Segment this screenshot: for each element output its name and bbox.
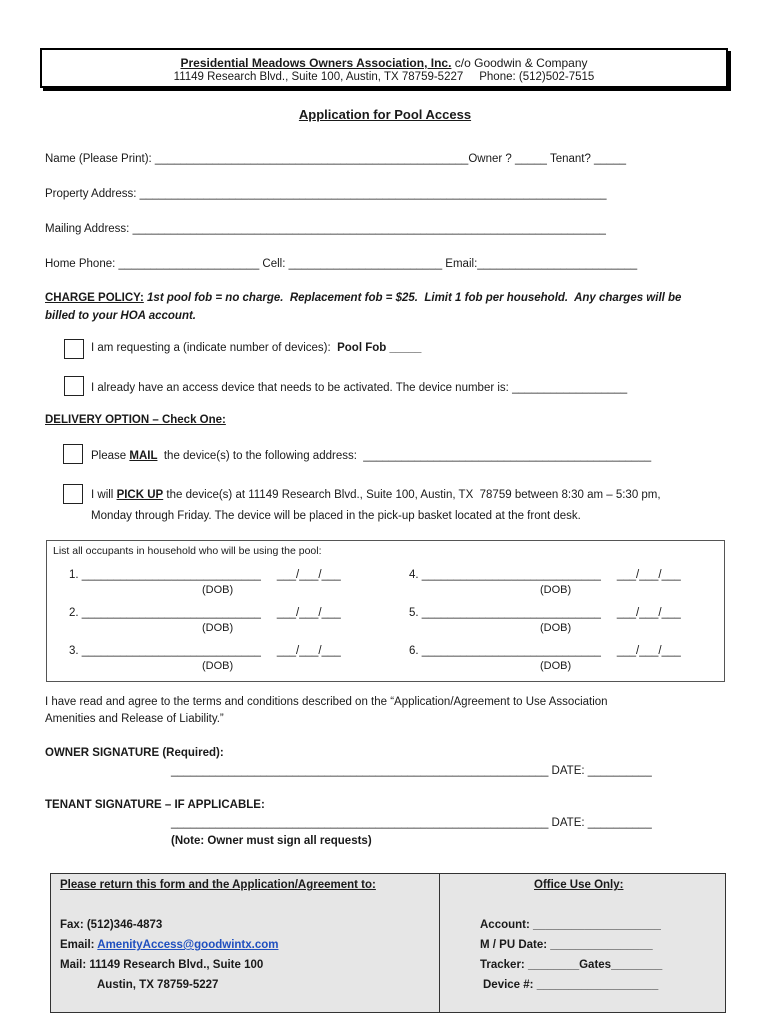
occupant-row-5[interactable]: 5. ____________________________ ___/___/___ [409, 607, 681, 619]
occupant-dob-4: (DOB) [540, 584, 572, 596]
header-org-line [42, 56, 726, 70]
activate-device-label: I already have an access device that needs to be activated. The device number is: __________________ [91, 382, 628, 394]
return-divider [439, 874, 440, 1012]
occupant-row-3[interactable]: 3. ____________________________ ___/___/___ [69, 645, 341, 657]
header-address: 11149 Research Blvd., Suite 100, Austin, TX 78759-5227 Phone: (512)502-7515 [173, 71, 595, 83]
mail-post: the device(s) to the following address: _____________________________________________ [157, 450, 652, 462]
office-tracker[interactable]: Tracker: ________Gates________ [480, 959, 663, 971]
pickup-post: the device(s) at 11149 Research Blvd., Suite 100, Austin, TX 78759 between 8:30 am – 5:30 pm, [163, 489, 661, 501]
occupant-row-1[interactable]: 1. ____________________________ ___/___/___ [69, 569, 341, 581]
property-address-field[interactable]: Property Address: _________________________________________________________________________ [45, 188, 607, 200]
occupant-dob-6: (DOB) [540, 660, 572, 672]
occupant-dob-3: (DOB) [202, 660, 234, 672]
mail-option-label [91, 450, 651, 462]
return-mail1: Mail: 11149 Research Blvd., Suite 100 [60, 959, 264, 971]
delivery-heading: DELIVERY OPTION – Check One: [45, 414, 226, 426]
mail-pre: Please [91, 450, 130, 462]
pickup-word: PICK UP [116, 489, 164, 501]
return-heading: Please return this form and the Application/Agreement to: [60, 879, 376, 891]
charge-policy-line1 [45, 292, 681, 304]
occupants-box [46, 540, 725, 682]
return-fax: Fax: (512)346-4873 [60, 919, 163, 931]
pool-fob-count[interactable]: Pool Fob _____ [337, 342, 422, 354]
request-devices-label [91, 342, 421, 354]
phone-fields[interactable]: Home Phone: ______________________ Cell: ________________________ Email:_________________________ [45, 258, 638, 270]
occupant-dob-5: (DOB) [540, 622, 572, 634]
occupant-row-2[interactable]: 2. ____________________________ ___/___/___ [69, 607, 341, 619]
care-of: c/o Goodwin & Company [454, 56, 588, 70]
activate-device-checkbox[interactable] [64, 376, 84, 396]
owner-signature-line[interactable]: ___________________________________________________________ DATE: __________ [171, 765, 652, 777]
owner-signature-label: OWNER SIGNATURE (Required): [45, 747, 224, 759]
pickup-option-line2: Monday through Friday. The device will be placed in the pick-up basket located at the front desk. [91, 510, 581, 522]
return-email-line [60, 939, 278, 951]
mail-option-checkbox[interactable] [63, 444, 83, 464]
pickup-pre: I will [91, 489, 117, 501]
request-devices-checkbox[interactable] [64, 339, 84, 359]
request-text: I am requesting a (indicate number of devices): [91, 342, 338, 354]
charge-policy-line2: billed to your HOA account. [45, 310, 196, 322]
charge-policy-label: CHARGE POLICY: [45, 292, 144, 304]
occupants-caption: List all occupants in household who will be using the pool: [53, 545, 322, 557]
office-heading: Office Use Only: [534, 879, 624, 891]
mailing-address-field[interactable]: Mailing Address: __________________________________________________________________________ [45, 223, 606, 235]
office-mpu-date[interactable]: M / PU Date: ________________ [480, 939, 653, 951]
mail-word: MAIL [129, 450, 158, 462]
return-mail2: Austin, TX 78759-5227 [97, 979, 219, 991]
occupant-row-6[interactable]: 6. ____________________________ ___/___/___ [409, 645, 681, 657]
tenant-signature-line[interactable]: ___________________________________________________________ DATE: __________ [171, 817, 652, 829]
occupant-dob-1: (DOB) [202, 584, 234, 596]
email-label: Email: [60, 939, 98, 951]
tenant-signature-label: TENANT SIGNATURE – IF APPLICABLE: [45, 799, 265, 811]
pickup-option-label [91, 489, 661, 501]
charge-policy-text: 1st pool fob = no charge. Replacement fob = $25. Limit 1 fob per household. Any charges will be [143, 292, 682, 304]
email-link[interactable]: AmenityAccess@goodwintx.com [97, 939, 279, 951]
occupant-dob-2: (DOB) [202, 622, 234, 634]
agreement-line1: I have read and agree to the terms and conditions described on the “Application/Agreement to Use Association [45, 696, 608, 708]
return-box [50, 873, 726, 1013]
owner-sign-note: (Note: Owner must sign all requests) [171, 835, 372, 847]
page-title: Application for Pool Access [298, 107, 472, 122]
office-device[interactable]: Device #: ___________________ [483, 979, 659, 991]
header-box [40, 48, 728, 88]
org-name: Presidential Meadows Owners Association, Inc. [180, 56, 452, 70]
office-account[interactable]: Account: ____________________ [480, 919, 661, 931]
pickup-option-checkbox[interactable] [63, 484, 83, 504]
occupant-row-4[interactable]: 4. ____________________________ ___/___/___ [409, 569, 681, 581]
name-field[interactable]: Name (Please Print): _________________________________________________Owner ? _____ Tenant? _____ [45, 153, 627, 165]
agreement-line2: Amenities and Release of Liability.” [45, 713, 224, 725]
